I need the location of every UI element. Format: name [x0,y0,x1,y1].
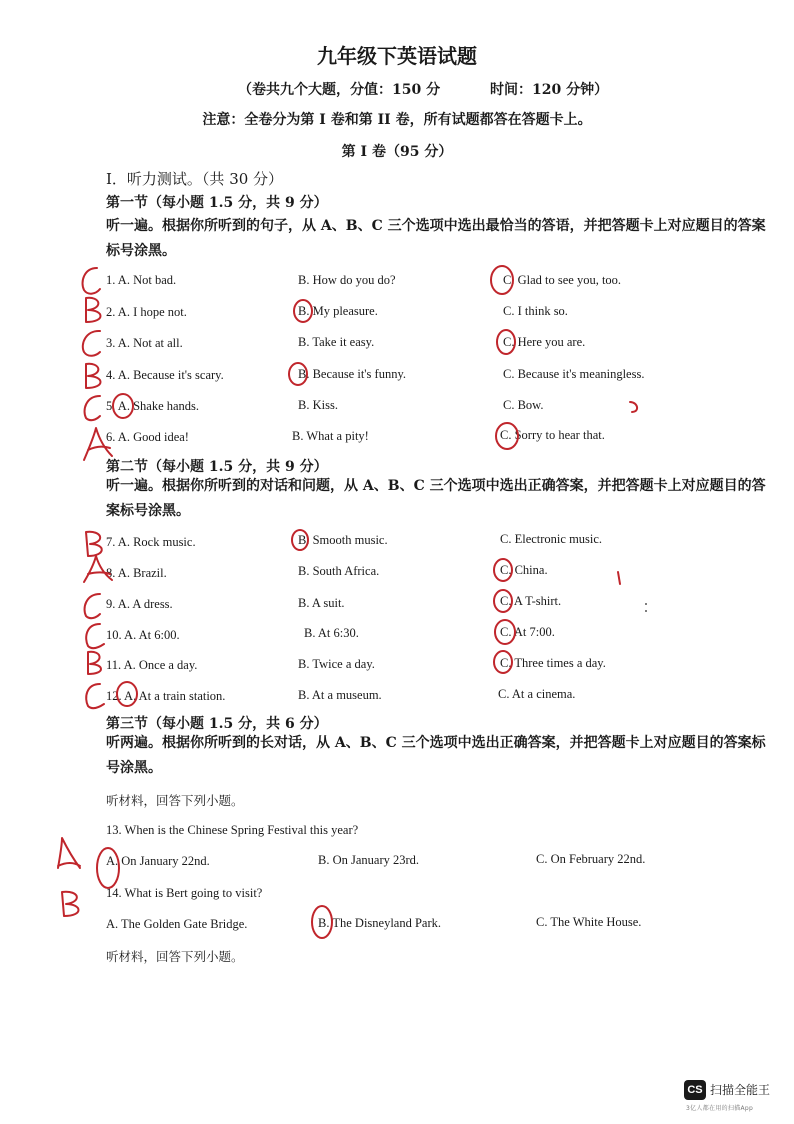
q12-option-b: B. At a museum. [298,688,382,702]
q1-option-a: 1. A. Not bad. [106,273,177,287]
margin-mark-q10 [86,624,104,648]
q3-option-b: B. Take it easy. [298,335,375,349]
exam-info-time: 时间：120 分钟） [490,82,609,98]
margin-mark-q1 [83,268,100,294]
q13-option-a: A. On January 22nd. [106,854,210,868]
margin-mark-q9 [85,594,100,618]
q4-option-a: 4. A. Because it's scary. [106,368,224,382]
stray-dot-1 [645,603,647,605]
q11-option-b: B. Twice a day. [298,657,375,671]
q11-option-a: 11. A. Once a day. [106,658,198,672]
q7-option-b: B. Smooth music. [298,533,388,547]
q10-option-a: 10. A. At 6:00. [106,628,180,642]
margin-mark-q12 [86,684,104,708]
margin-mark-q14 [62,892,79,916]
q13-option-c: C. On February 22nd. [536,852,646,866]
q8-option-c: C. China. [500,563,548,577]
q8-option-b: B. South Africa. [298,564,380,578]
q14-option-c: C. The White House. [536,915,642,929]
q11-option-c: C. Three times a day. [500,656,606,670]
q2-option-a: 2. A. I hope not. [106,305,187,319]
q13-option-b: B. On January 23rd. [318,853,420,867]
part3-material-note-2: 听材料，回答下列小题。 [106,949,244,964]
q3-option-c: C. Here you are. [503,335,586,349]
margin-mark-q3 [83,331,100,356]
q4-option-c: C. Because it's meaningless. [503,367,645,381]
stray-mark-1 [630,402,637,412]
listening-section-heading: I．听力测试。（共 30 分） [106,170,284,188]
scanner-logo [684,1078,788,1118]
q5-option-c: C. Bow. [503,398,544,412]
scanner-logo-name: 扫描全能王 [710,1083,771,1097]
q14-option-b: B. The Disneyland Park. [318,916,442,930]
q12-option-a: 12. A. At a train station. [106,689,226,703]
q9-option-b: B. A suit. [298,596,345,610]
part3-material-note-1: 听材料，回答下列小题。 [106,793,244,808]
q6-option-b: B. What a pity! [292,429,369,443]
q12-option-c: C. At a cinema. [498,687,576,701]
q4-option-b: B. Because it's funny. [298,367,407,381]
q10-option-b: B. At 6:30. [304,626,359,640]
q7-option-a: 7. A. Rock music. [106,535,196,549]
scanner-logo-tagline: 3亿人都在用的扫描App [686,1105,754,1112]
part1-heading: 第一节（每小题 1.5 分，共 9 分） [106,195,328,211]
q5-option-b: B. Kiss. [298,398,338,412]
q6-option-a: 6. A. Good idea! [106,430,189,444]
margin-mark-q2 [86,298,101,322]
margin-mark-q5 [85,396,100,420]
margin-mark-q13 [58,838,80,868]
q9-option-c: C. A T-shirt. [500,594,562,608]
scanner-logo-badge: CS [684,1080,706,1100]
q13-question: 13. When is the Chinese Spring Festival this year? [106,823,359,837]
q10-option-c: C. At 7:00. [500,625,555,639]
part2-heading: 第二节（每小题 1.5 分，共 9 分） [106,459,328,475]
q2-option-b: B. My pleasure. [298,304,378,318]
q6-option-c: C. Sorry to hear that. [500,428,605,442]
part1-instruction: 听一遍。根据你所听到的句子，从 A、B、C 三个选项中选出最恰当的答语，并把答题卡上对应题目的答案标号涂黑。 [106,218,766,259]
part3-heading: 第三节（每小题 1.5 分，共 6 分） [106,716,328,732]
margin-mark-q4 [86,364,101,388]
volume-heading: 第 I 卷（95 分） [341,144,453,160]
q8-option-a: 8. A. Brazil. [106,566,167,580]
q14-option-a: A. The Golden Gate Bridge. [106,917,248,931]
stray-dot-2 [645,610,647,612]
q14-question: 14. What is Bert going to visit? [106,886,263,900]
q2-option-c: C. I think so. [503,304,568,318]
margin-mark-q11 [88,652,101,674]
exam-notice: 注意：全卷分为第 I 卷和第 II 卷，所有试题都答在答题卡上。 [202,112,592,128]
q1-option-b: B. How do you do? [298,273,396,287]
margin-mark-q7 [86,532,102,556]
q3-option-a: 3. A. Not at all. [106,336,183,350]
q7-option-c: C. Electronic music. [500,532,603,546]
q9-option-a: 9. A. A dress. [106,597,173,611]
part3-instruction: 听两遍。根据你所听到的长对话，从 A、B、C 三个选项中选出正确答案，并把答题卡上对应题目的答案标号涂黑。 [106,735,766,776]
exam-info-score: （卷共九个大题，分值：150 分 [238,82,441,98]
part2-instruction: 听一遍。根据你所听到的对话和问题，从 A、B、C 三个选项中选出正确答案，并把答题卡上对应题目的答案标号涂黑。 [106,478,766,519]
stray-mark-2 [618,572,620,584]
page-title: 九年级下英语试题 [317,44,477,68]
q1-option-c: C. Glad to see you, too. [503,273,622,287]
q5-option-a: 5. A. Shake hands. [106,399,200,413]
